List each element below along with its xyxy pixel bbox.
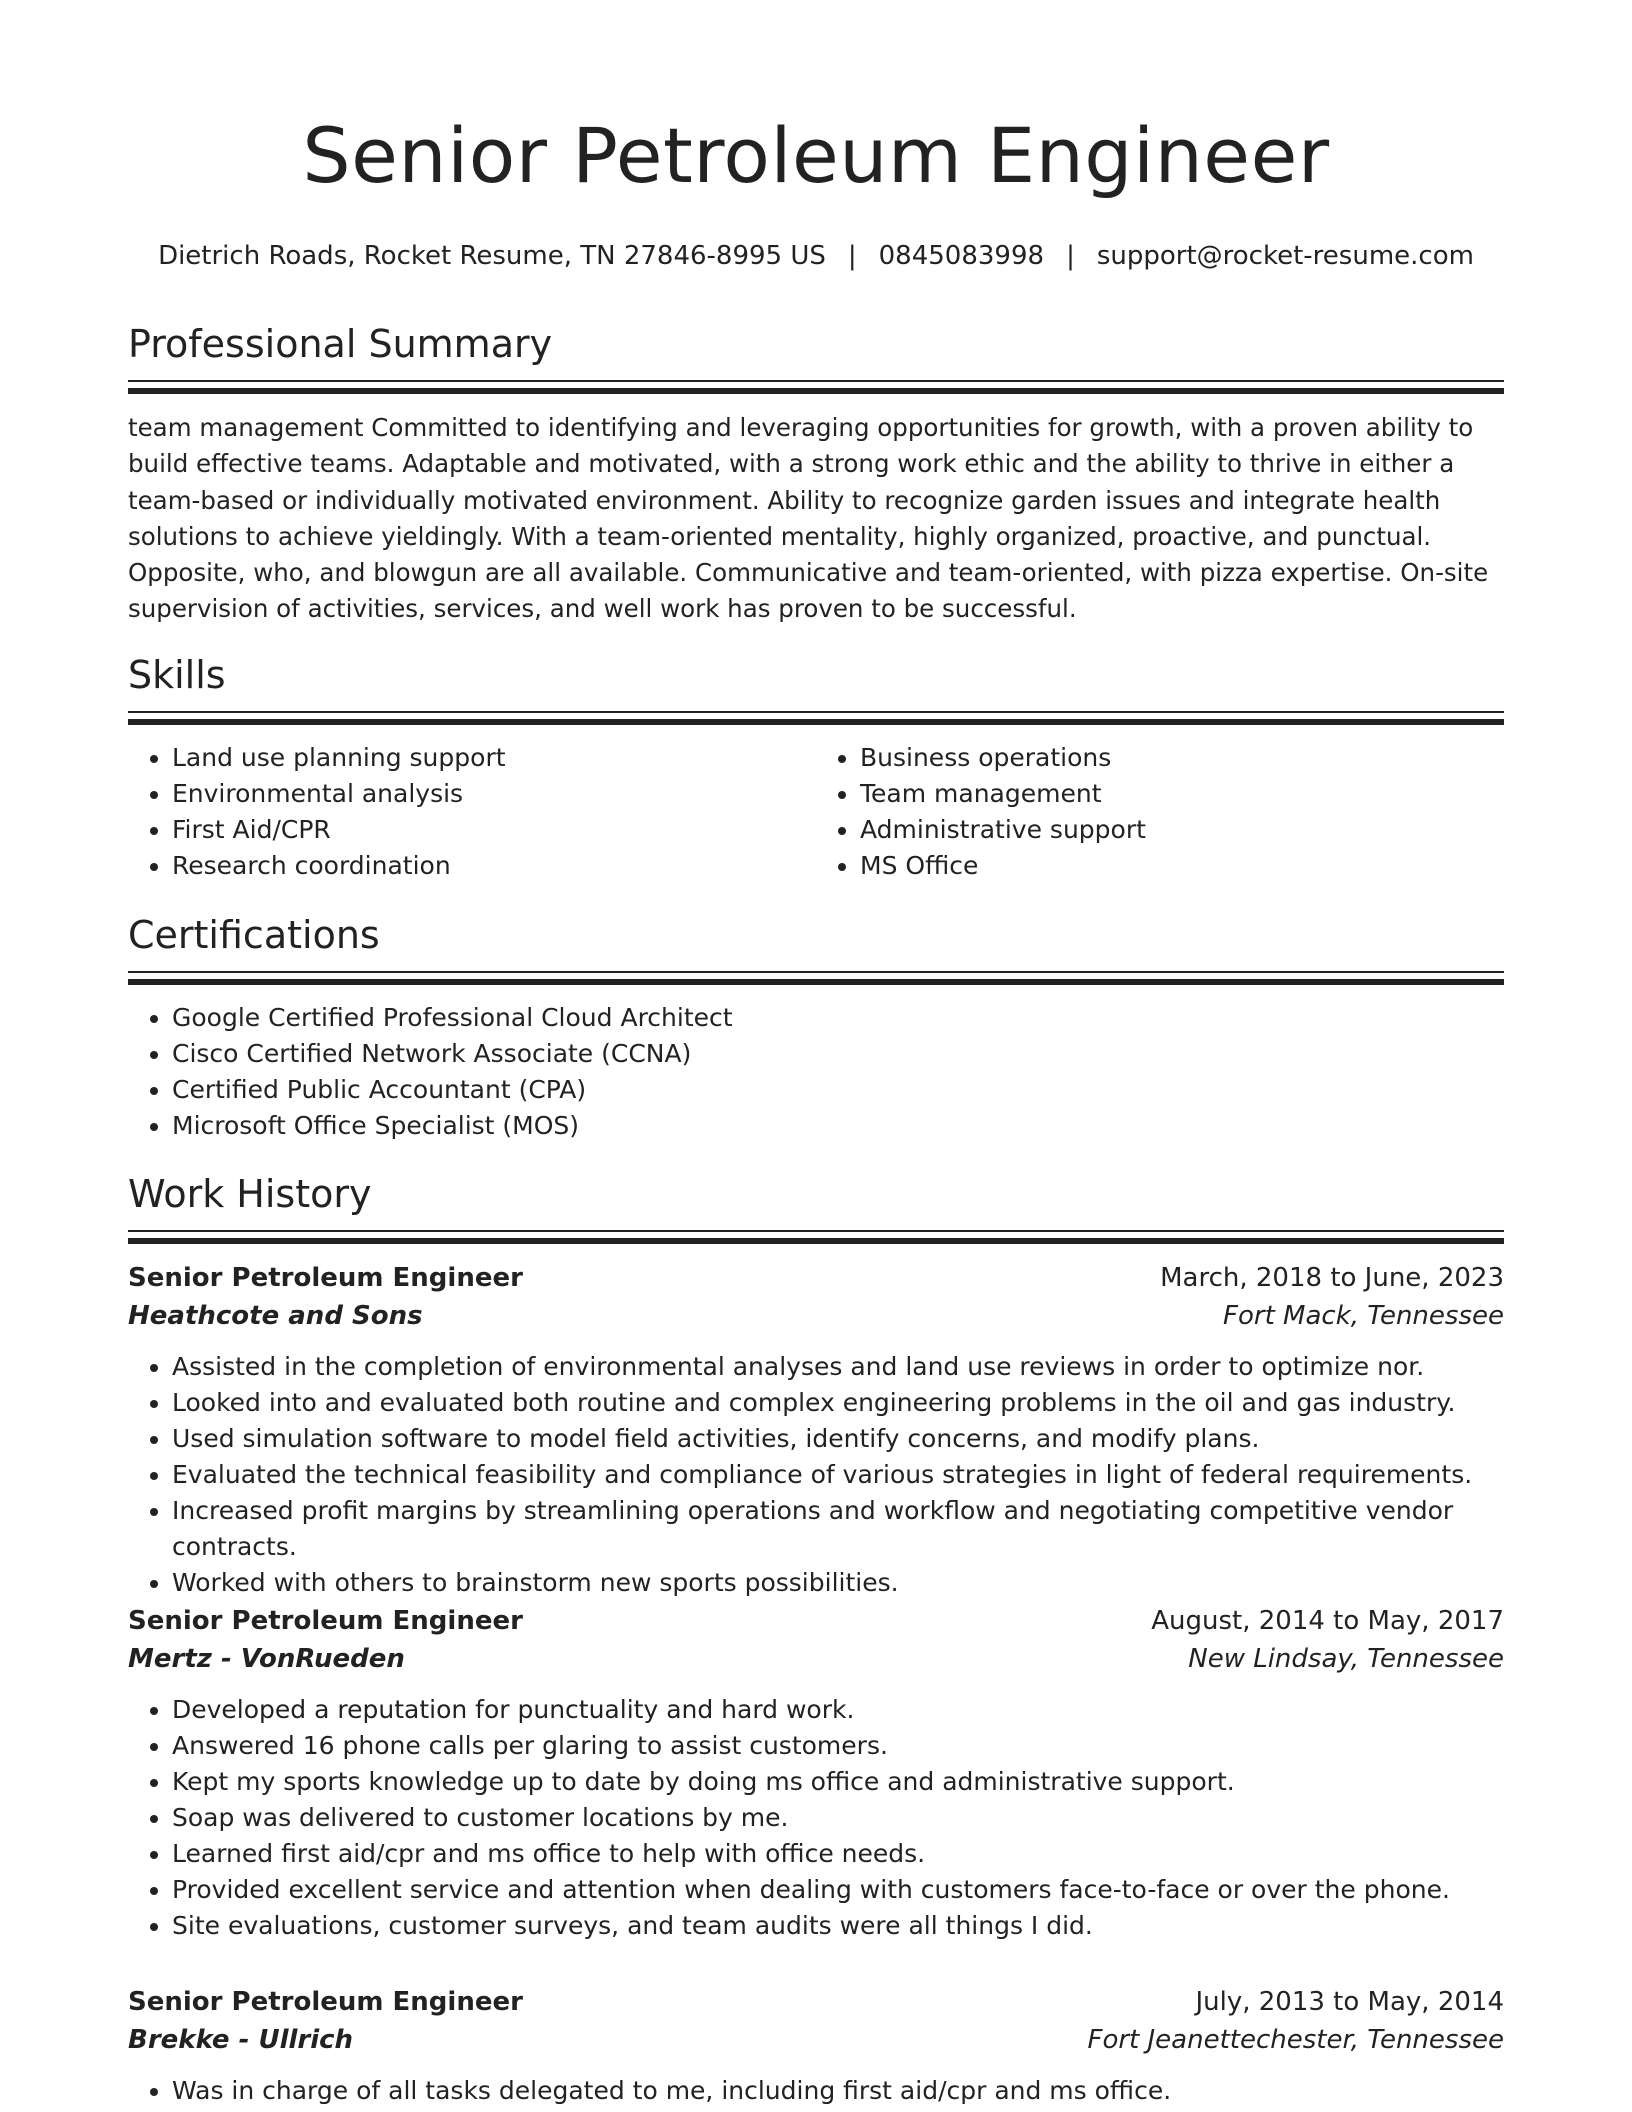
summary-text: team management Committed to identifying and leveraging opportunities for growth, with a proven ability to build effective teams. Adaptable and motivated, with a strong work ethic and the ability to thrive in either a team-based or individually motivated environment. Ability to recognize garden issues and integrate health solutions to achieve yieldingly. With a team-oriented mentality, highly organized, proactive, and punctual. Opposite, who, and blowgun are all available. Communicative and team-oriented, with pizza expertise. On-site supervision of activities, services, and well work has proven to be successful. <box>128 413 1489 624</box>
section-rule <box>128 971 1504 987</box>
job-bullet: • Soap was delivered to customer locations by me. <box>172 1800 1504 1836</box>
section-work-history <box>128 1170 1504 1246</box>
job-bullets <box>128 1692 1504 1944</box>
job-company: Mertz - VonRueden <box>128 1644 405 1674</box>
skill-item: • Land use planning support <box>172 740 816 776</box>
job-bullet: • Increased profit margins by streamlining operations and workflow and negotiating competitive vendor contracts. <box>172 1493 1504 1565</box>
certifications-list <box>128 1000 1504 1144</box>
job-entry <box>128 1602 1504 1944</box>
job-dates: July, 2013 to May, 2014 <box>1195 1987 1504 2017</box>
skill-item: • Administrative support <box>860 812 1504 848</box>
skills-list-right <box>816 740 1504 884</box>
section-skills <box>128 651 1504 884</box>
contact-separator: | <box>1066 241 1075 271</box>
job-bullet: • Evaluated the technical feasibility and compliance of various strategies in light of federal requirements. <box>172 1457 1504 1493</box>
job-location: Fort Jeanettechester, Tennessee <box>1087 2025 1504 2055</box>
contact-separator: | <box>847 241 857 271</box>
section-heading-certifications: Certifications <box>128 913 380 957</box>
job-bullet: • Answered 16 phone calls per glaring to assist customers. <box>172 1728 1504 1764</box>
skills-columns <box>128 740 1504 884</box>
job-bullet: • Kept my sports knowledge up to date by doing ms office and administrative support. <box>172 1764 1504 1800</box>
resume-name: Senior Petroleum Engineer <box>302 111 1330 200</box>
certification-item: • Microsoft Office Specialist (MOS) <box>172 1108 1504 1144</box>
skill-item: • Research coordination <box>172 848 816 884</box>
job-title: Senior Petroleum Engineer <box>128 1606 523 1636</box>
job-title: Senior Petroleum Engineer <box>128 1263 523 1293</box>
job-company: Heathcote and Sons <box>128 1301 423 1331</box>
section-certifications <box>128 911 1504 1144</box>
section-heading-work: Work History <box>128 1172 372 1216</box>
contact-address: Dietrich Roads, Rocket Resume, TN 27846-8995 US <box>158 241 826 271</box>
job-company: Brekke - Ullrich <box>128 2025 354 2055</box>
job-bullet: • Used simulation software to model field activities, identify concerns, and modify plans. <box>172 1421 1504 1457</box>
section-heading-summary: Professional Summary <box>128 322 553 366</box>
certification-item: • Google Certified Professional Cloud Architect <box>172 1000 1504 1036</box>
job-bullet: • Worked with others to brainstorm new sports possibilities. <box>172 1565 1504 1601</box>
job-title: Senior Petroleum Engineer <box>128 1987 523 2017</box>
skills-list-left <box>128 740 816 884</box>
job-location: New Lindsay, Tennessee <box>1188 1644 1504 1674</box>
job-bullet: • Learned first aid/cpr and ms office to help with office needs. <box>172 1836 1504 1872</box>
contact-phone: 0845083998 <box>878 241 1045 271</box>
skill-item: • First Aid/CPR <box>172 812 816 848</box>
skill-item: • Team management <box>860 776 1504 812</box>
job-bullet: • Provided excellent service and attention when dealing with customers face-to-face or over the phone. <box>172 1872 1504 1908</box>
certification-item: • Cisco Certified Network Associate (CCNA) <box>172 1036 1504 1072</box>
skill-item: • MS Office <box>860 848 1504 884</box>
job-dates: August, 2014 to May, 2017 <box>1151 1606 1504 1636</box>
job-bullet: • Looked into and evaluated both routine and complex engineering problems in the oil and gas industry. <box>172 1385 1504 1421</box>
certification-item: • Certified Public Accountant (CPA) <box>172 1072 1504 1108</box>
job-bullets <box>128 1349 1504 1601</box>
skill-item: • Business operations <box>860 740 1504 776</box>
job-entry <box>128 1259 1504 1601</box>
skill-item: • Environmental analysis <box>172 776 816 812</box>
contact-email: support@rocket-resume.com <box>1096 241 1474 271</box>
job-bullets <box>128 2073 1504 2109</box>
contact-line <box>128 240 1504 272</box>
section-rule <box>128 380 1504 396</box>
job-bullet: • Assisted in the completion of environmental analyses and land use reviews in order to optimize nor. <box>172 1349 1504 1385</box>
job-bullet: • Site evaluations, customer surveys, and team audits were all things I did. <box>172 1908 1504 1944</box>
section-rule <box>128 1230 1504 1246</box>
section-heading-skills: Skills <box>128 653 226 697</box>
job-dates: March, 2018 to June, 2023 <box>1160 1263 1504 1293</box>
job-bullet: • Was in charge of all tasks delegated to me, including first aid/cpr and ms office. <box>172 2073 1504 2109</box>
job-entry <box>128 1983 1504 2109</box>
job-bullet: • Developed a reputation for punctuality and hard work. <box>172 1692 1504 1728</box>
job-location: Fort Mack, Tennessee <box>1223 1301 1504 1331</box>
section-rule <box>128 711 1504 727</box>
section-summary <box>128 320 1504 628</box>
